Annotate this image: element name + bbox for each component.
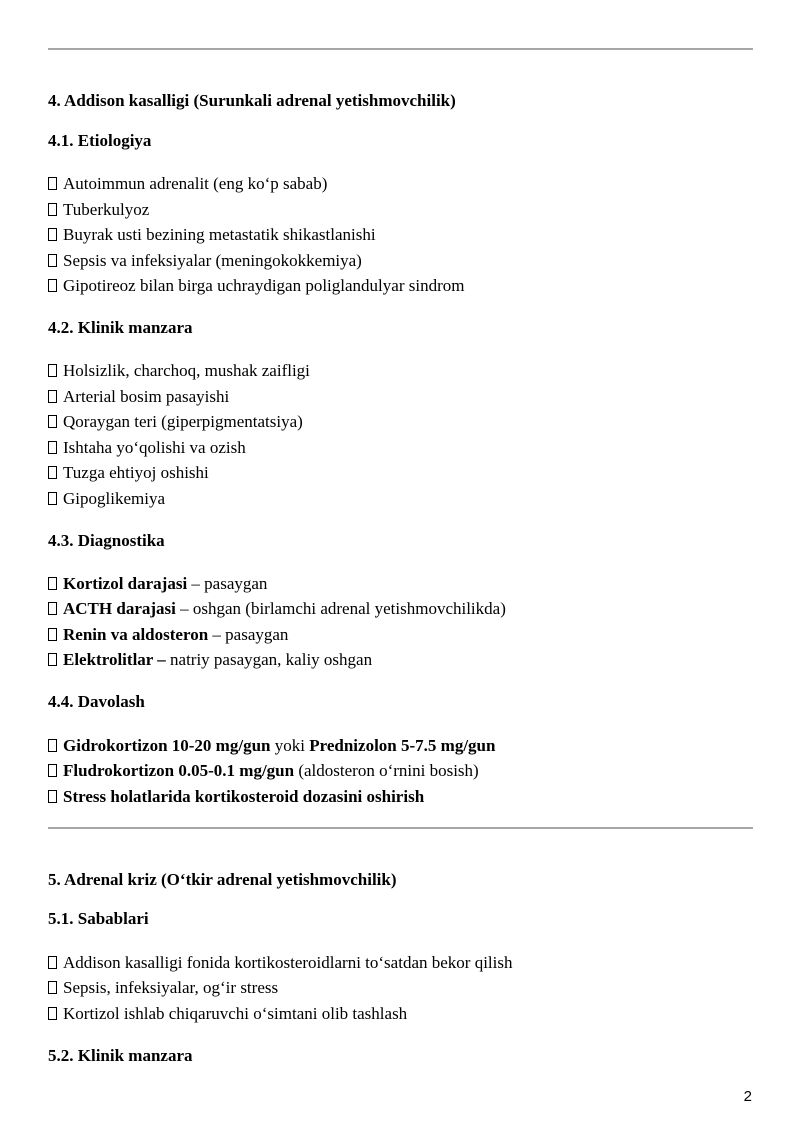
list-item: Sepsis, infeksiyalar, og‘ir stress bbox=[48, 978, 278, 998]
list-item: Ishtaha yo‘qolishi va ozish bbox=[48, 438, 246, 458]
causes-heading: 5.1. Sabablari bbox=[48, 909, 149, 928]
list-item: Tuzga ehtiyoj oshishi bbox=[48, 463, 209, 483]
bullet-box-icon bbox=[48, 628, 57, 641]
list-item: Gidrokortizon 10-20 mg/gun yoki Prednizolon 5-7.5 mg/gun bbox=[48, 736, 495, 756]
list-item: Gipoglikemiya bbox=[48, 489, 165, 509]
list-item: ACTH darajasi – oshgan (birlamchi adrenal yetishmovchilikda) bbox=[48, 599, 506, 619]
treatment-heading: 4.4. Davolash bbox=[48, 692, 145, 711]
bullet-box-icon bbox=[48, 279, 57, 292]
list-item: Autoimmun adrenalit (eng ko‘p sabab) bbox=[48, 174, 327, 194]
list-item: Fludrokortizon 0.05-0.1 mg/gun (aldosteron o‘rnini bosish) bbox=[48, 761, 479, 781]
bullet-box-icon bbox=[48, 177, 57, 190]
horizontal-rule bbox=[48, 827, 753, 829]
bullet-box-icon bbox=[48, 415, 57, 428]
bullet-box-icon bbox=[48, 228, 57, 241]
list-item: Gipotireoz bilan birga uchraydigan poliglandulyar sindrom bbox=[48, 276, 464, 296]
horizontal-rule bbox=[48, 48, 753, 50]
list-item: Holsizlik, charchoq, mushak zaifligi bbox=[48, 361, 310, 381]
bullet-box-icon bbox=[48, 390, 57, 403]
list-item: Stress holatlarida kortikosteroid dozasini oshirish bbox=[48, 787, 424, 807]
bullet-box-icon bbox=[48, 790, 57, 803]
bullet-box-icon bbox=[48, 577, 57, 590]
list-item: Elektrolitlar – natriy pasaygan, kaliy oshgan bbox=[48, 650, 372, 670]
bullet-box-icon bbox=[48, 441, 57, 454]
list-item: Tuberkulyoz bbox=[48, 200, 149, 220]
bullet-box-icon bbox=[48, 602, 57, 615]
page-number: 2 bbox=[743, 1088, 752, 1105]
bullet-box-icon bbox=[48, 653, 57, 666]
bullet-box-icon bbox=[48, 492, 57, 505]
bullet-box-icon bbox=[48, 956, 57, 969]
list-item: Arterial bosim pasayishi bbox=[48, 387, 229, 407]
diagnostics-heading: 4.3. Diagnostika bbox=[48, 531, 165, 550]
list-item: Qoraygan teri (giperpigmentatsiya) bbox=[48, 412, 303, 432]
list-item: Kortizol darajasi – pasaygan bbox=[48, 574, 267, 594]
bullet-box-icon bbox=[48, 364, 57, 377]
bullet-box-icon bbox=[48, 1007, 57, 1020]
list-item: Kortizol ishlab chiqaruvchi o‘simtani olib tashlash bbox=[48, 1004, 407, 1024]
list-item: Sepsis va infeksiyalar (meningokokkemiya) bbox=[48, 251, 362, 271]
bullet-box-icon bbox=[48, 764, 57, 777]
bullet-box-icon bbox=[48, 739, 57, 752]
bullet-box-icon bbox=[48, 254, 57, 267]
list-item: Renin va aldosteron – pasaygan bbox=[48, 625, 288, 645]
clinical-heading-5: 5.2. Klinik manzara bbox=[48, 1046, 193, 1065]
list-item: Addison kasalligi fonida kortikosteroidlarni to‘satdan bekor qilish bbox=[48, 953, 512, 973]
list-item: Buyrak usti bezining metastatik shikastlanishi bbox=[48, 225, 376, 245]
bullet-box-icon bbox=[48, 203, 57, 216]
etiology-heading: 4.1. Etiologiya bbox=[48, 131, 152, 150]
clinical-heading: 4.2. Klinik manzara bbox=[48, 318, 193, 337]
bullet-box-icon bbox=[48, 466, 57, 479]
bullet-box-icon bbox=[48, 981, 57, 994]
section-5-title: 5. Adrenal kriz (O‘tkir adrenal yetishmovchilik) bbox=[48, 870, 397, 889]
section-4-title: 4. Addison kasalligi (Surunkali adrenal yetishmovchilik) bbox=[48, 91, 456, 110]
